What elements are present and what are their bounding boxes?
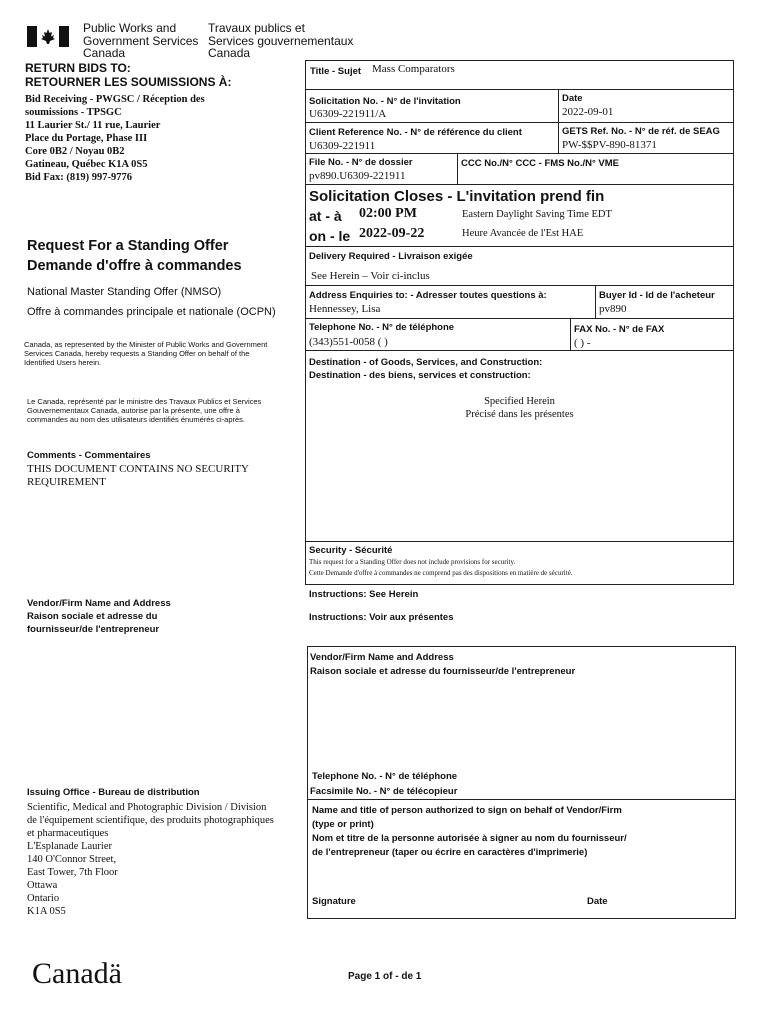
fax-label: FAX No. - N° de FAX [574,324,665,335]
vendor-box [307,646,736,919]
department-name-en: Public Works and Government Services Canada [83,21,199,60]
destination-value: Specified Herein Précisé dans les présentes [465,396,574,420]
return-bids-address: Bid Receiving - PWGSC / Réception des soumissions - TPSGC 11 Laurier St./ 11 rue, Laurier Place du Portage, Phase III Core 0B2 / Noyau 0B2 Gatineau, Québec K1A 0S5 Bid Fax: (819) 997-9776 [25,94,205,183]
offer-type: National Master Standing Offer (NMSO) Offre à commandes principale et nationale (OCPN) [27,286,276,318]
delivery-value: See Herein – Voir ci-inclus [311,270,430,282]
enquiries-label: Address Enquiries to: - Adresser toutes questions à: [309,290,547,301]
closes-at-label: at - à [309,208,342,224]
page-number: Page 1 of - de 1 [348,971,422,982]
vendor-telephone-label: Telephone No. - N° de téléphone [312,771,458,782]
telephone-value: (343)551-0058 ( ) [309,336,388,348]
security-label: Security - Sécurité [309,545,393,556]
file-no-label: File No. - N° de dossier [309,157,413,168]
closes-on-date: 2022-09-22 [359,226,425,241]
closes-at-time: 02:00 PM [359,206,417,221]
timezone-fr: Heure Avancée de l'Est HAE [462,228,584,239]
request-paragraph-fr: Le Canada, représenté par le ministre des Travaux Publics et Services Gouvernementaux Canada, autorise par la présente, une offre à commandes au nom des utilisateurs identifiés énumérés ci-après. [27,397,262,424]
client-ref-label: Client Reference No. - N° de référence du client [309,127,522,138]
canada-flag-icon [27,26,69,47]
closes-on-label: on - le [309,228,351,244]
solicitation-label: Solicitation No. - N° de l'invitation [309,96,461,107]
issuing-office-label: Issuing Office - Bureau de distribution [27,787,200,798]
gets-ref-label: GETS Ref. No. - N° de réf. de SEAG [562,126,720,137]
comments-label: Comments - Commentaires [27,450,151,461]
gets-ref-value: PW-$$PV-890-81371 [562,139,657,151]
request-title: Request For a Standing Offer Demande d'offre à commandes [27,238,242,274]
request-paragraph-en: Canada, as represented by the Minister of Public Works and Government Services Canada, hereby requests a Standing Offer on behalf of the Identified Users herein. [24,340,268,367]
canada-wordmark: Canadä [32,957,122,990]
signature-label: Signature [312,896,356,907]
date-label: Date [562,93,583,104]
buyer-id-value: pv890 [599,303,627,315]
return-bids-title: RETURN BIDS TO: RETOURNER LES SOUMISSIONS À: [25,61,232,89]
vendor-fax-label: Facsimile No. - N° de télécopieur [310,786,458,797]
destination-label: Destination - of Goods, Services, and Construction: Destination - des biens, services et construction: [309,357,543,381]
instructions-en: Instructions: See Herein [309,589,419,600]
issuing-office-address: Scientific, Medical and Photographic Division / Division de l'équipement scientifique, des produits photographiques et pharmaceutiques L'Esplanade Laurier 140 O'Connor Street, East Tower, 7th Floor Ottawa Ontario K1A 0S5 [27,802,274,917]
fax-value: ( ) - [574,337,591,349]
enquiries-value: Hennessey, Lisa [309,303,381,315]
ccc-label: CCC No./N° CCC - FMS No./N° VME [461,158,620,169]
file-no-value: pv890.U6309-221911 [309,170,406,182]
solicitation-value: U6309-221911/A [309,108,387,120]
closes-title: Solicitation Closes - L'invitation prend fin [309,188,605,205]
instructions-fr: Instructions: Voir aux présentes [309,612,454,623]
delivery-label: Delivery Required - Livraison exigée [309,251,473,262]
title-label: Title - Sujet [310,66,362,77]
authorized-person-label: Name and title of person authorized to sign on behalf of Vendor/Firm (type or print) Nom et titre de la personne autorisée à signer au nom du fournisseur/ de l'entrepreneur (taper ou écrire en caractères d'imprimerie) [312,805,627,858]
telephone-label: Telephone No. - N° de téléphone [309,322,455,333]
vendor-box-label: Vendor/Firm Name and Address Raison sociale et adresse du fournisseur/de l'entrepreneur [310,652,576,677]
timezone-en: Eastern Daylight Saving Time EDT [462,209,612,220]
client-ref-value: U6309-221911 [309,140,376,152]
buyer-id-label: Buyer Id - Id de l'acheteur [599,290,715,301]
signature-date-label: Date [587,896,608,907]
title-value: Mass Comparators [372,63,455,75]
department-name-fr: Travaux publics et Services gouvernementaux Canada [208,21,354,60]
vendor-left-label: Vendor/Firm Name and Address Raison sociale et adresse du fournisseur/de l'entrepreneur [27,598,171,635]
comments-text: THIS DOCUMENT CONTAINS NO SECURITY REQUIREMENT [27,463,249,488]
date-value: 2022-09-01 [562,106,614,118]
security-text: This request for a Standing Offer does not include provisions for security. Cette Demande d'offre à commandes ne comprend pas des dispositions en matière de sécurité. [309,558,573,577]
